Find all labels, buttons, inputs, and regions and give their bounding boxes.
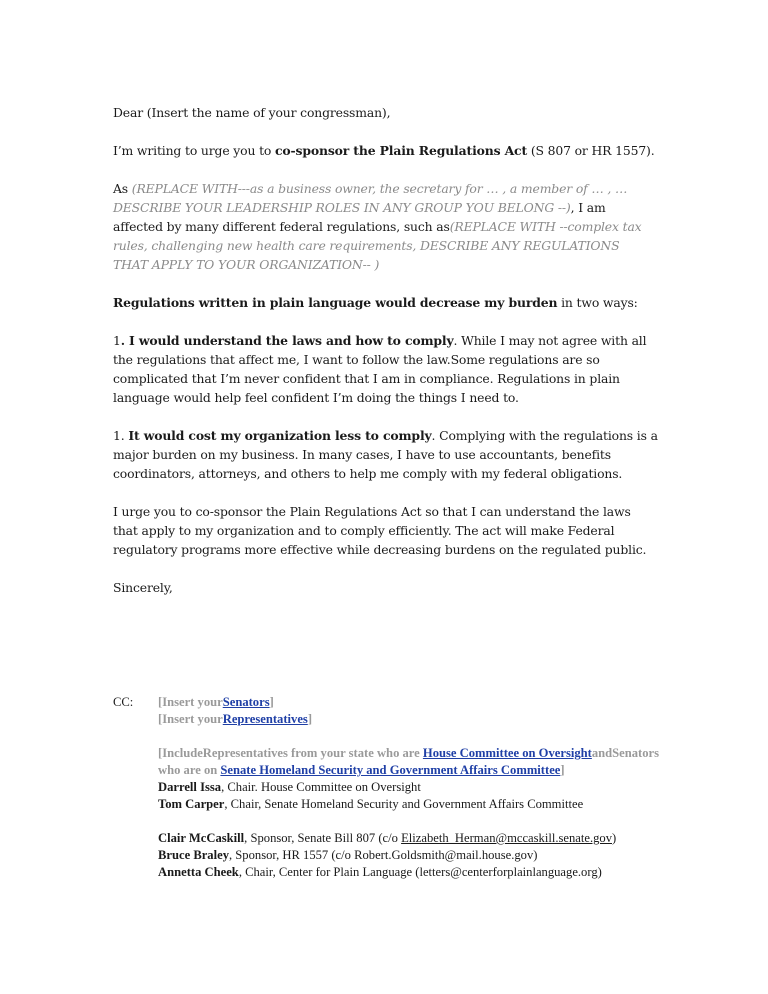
senators-link[interactable]: Senators (222, 695, 270, 709)
paragraph-point-1: 1. I would understand the laws and how to comply. While I may not agree with all the regulations that affect me, I want to follow the law.Some regulations are so complicated that I’m never confident that I am in compliance. Regulations in plain language would help feel confident I’m doing the things I need to. (113, 333, 647, 405)
cc-carper: Tom Carper, Chair, Senate Homeland Security and Government Affairs Committee (158, 797, 584, 811)
paragraph-role: As (REPLACE WITH---as a business owner, the secretary for … , a member of … , … DESCRIBE YOUR LEADERSHIP ROLES IN ANY GROUP YOU BELONG --), I am affected by many different federal regulations, such as(REPLACE WITH --complex tax rules, challenging new health care requirements, DESCRIBE ANY REGULATIONS THAT APPLY TO YOUR ORGANIZATION-- ) (113, 181, 642, 272)
cc-list (158, 694, 678, 881)
paragraph-point-2: 1. It would cost my organization less to comply. Complying with the regulations is a major burden on my business. In many cases, I have to use accountants, benefits coordinators, attorneys, and others to help me comply with my federal obligations. (113, 428, 658, 481)
paragraph-burden: Regulations written in plain language would decrease my burden in two ways: (113, 295, 638, 310)
cc-senators: [Insert yourSenators] (158, 695, 274, 709)
house-committee-link[interactable]: House Committee on Oversight (422, 746, 592, 760)
cc-issa: Darrell Issa, Chair. House Committee on Oversight (158, 780, 421, 794)
placeholder-regulations: (REPLACE WITH --complex tax rules, challenging new health care requirements, DESCRIBE ANY REGULATIONS THAT APPLY TO YOUR ORGANIZATION-- ) (113, 219, 642, 272)
paragraph-urge: I urge you to co-sponsor the Plain Regulations Act so that I can understand the laws that apply to my organization and to comply efficiently. The act will make Federal regulatory programs more effective while decreasing burdens on the regulated public. (113, 504, 647, 557)
cc-braley: Bruce Braley, Sponsor, HR 1557 (c/o Robert.Goldsmith@mail.house.gov) (158, 848, 538, 862)
closing: Sincerely, (113, 580, 173, 595)
cc-mccaskill: Clair McCaskill, Sponsor, Senate Bill 807 (c/o Elizabeth_Herman@mccaskill.senate.gov) (158, 831, 617, 845)
cc-representatives: [Insert yourRepresentatives] (158, 712, 313, 726)
email-link[interactable]: Elizabeth_Herman@mccaskill.senate.gov (401, 831, 612, 845)
cc-cheek: Annetta Cheek, Chair, Center for Plain Language (letters@centerforplainlanguage.org) (158, 865, 602, 879)
representatives-link[interactable]: Representatives (222, 712, 308, 726)
act-name: co-sponsor the Plain Regulations Act (275, 143, 528, 158)
senate-committee-link[interactable]: Senate Homeland Security and Government Affairs Committee (220, 763, 561, 777)
letter-body (113, 103, 658, 597)
placeholder-role: (REPLACE WITH---as a business owner, the secretary for … , a member of … , … DESCRIBE YOUR LEADERSHIP ROLES IN ANY GROUP YOU BELONG --) (113, 181, 628, 215)
cc-label: CC: (113, 695, 134, 709)
cc-committees: [IncludeRepresentatives from your state who are House Committee on OversightandSenators who are on Senate Homeland Security and Government Affairs Committee] (158, 746, 660, 777)
salutation: Dear (Insert the name of your congressman), (113, 105, 391, 120)
paragraph-intro: I’m writing to urge you to co-sponsor the Plain Regulations Act (S 807 or HR 1557). (113, 143, 655, 158)
